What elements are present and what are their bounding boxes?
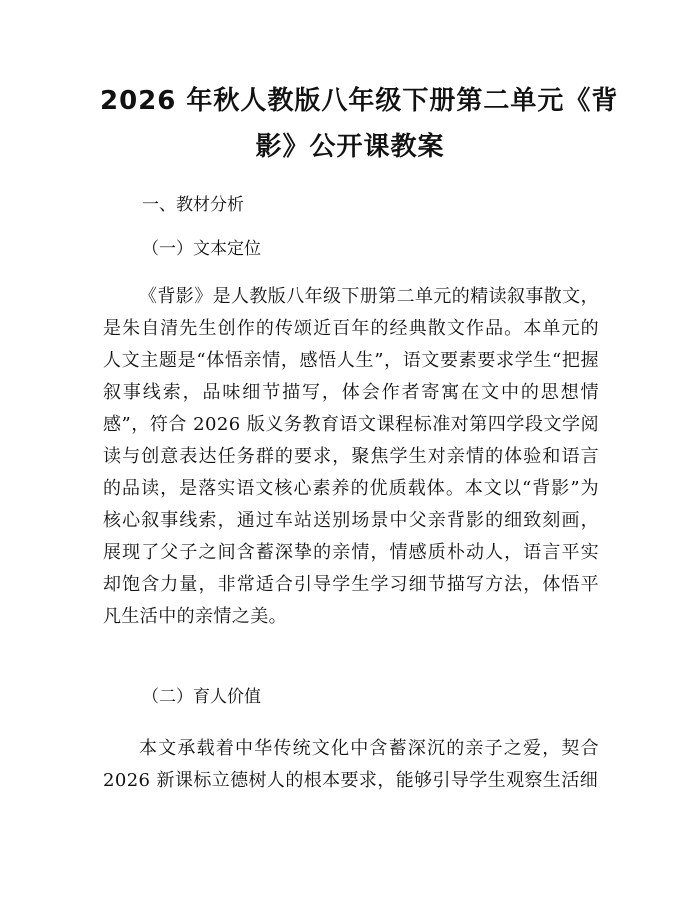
subsection-heading-educational-value: （二）育人价值 xyxy=(142,687,261,707)
document-title-line-2: 影》公开课教案 xyxy=(255,132,445,162)
paragraph-educational-value: 本文承载着中华传统文化中含蓄深沉的亲子之爱，契合 2026 新课标立德树人的根本要求，能够引导学生观察生活细 xyxy=(103,738,599,791)
paragraph-text-positioning: 《背影》是人教版八年级下册第二单元的精读叙事散文，是朱自清先生创作的传颂近百年的经典散文作品。本单元的人文主题是“体悟亲情，感悟人生”，语文要素要求学生“把握叙事线索，品味细节描写，体会作者寄寓在文中的思想情感”，符合 2026 版义务教育语文课程标准对第四学段文学阅读与创意表达任务群的要求，聚焦学生对亲情的体验和语言的品读，是落实语文核心素养的优质载体。本文以“背影”为核心叙事线索，通过车站送别场景中父亲背影的细致刻画，展现了父子之间含蓄深挚的亲情，情感质朴动人，语言平实却饱含力量，非常适合引导学生学习细节描写方法，体悟平凡生活中的亲情之美。 xyxy=(103,286,599,627)
subsection-heading-text-positioning: （一）文本定位 xyxy=(142,239,261,259)
document-title-line-1: 2026 年秋人教版八年级下册第二单元《背 xyxy=(100,86,619,116)
section-heading-textbook-analysis: 一、教材分析 xyxy=(142,195,244,215)
